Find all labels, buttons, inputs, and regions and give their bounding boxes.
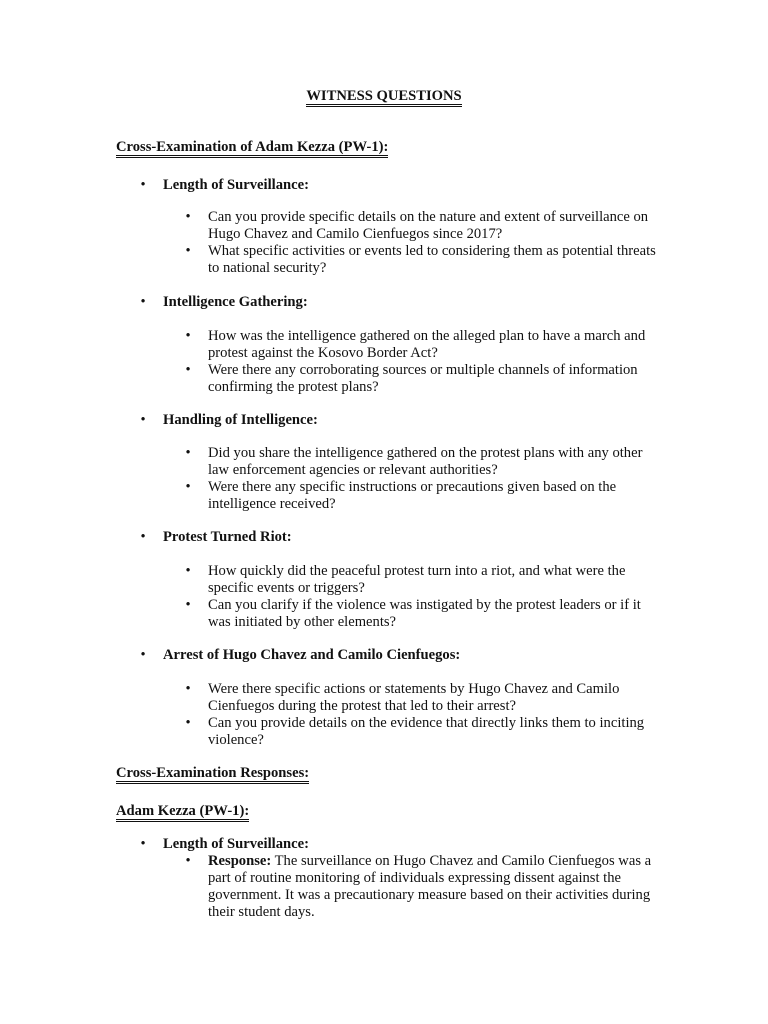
response-list xyxy=(138,853,698,921)
question-item: • Did you share the intelligence gathered on the protest plans with any other law enforcement agencies or relevant authorities? xyxy=(138,445,663,479)
bullet-icon: • xyxy=(140,529,146,545)
bullet-icon: • xyxy=(185,243,191,259)
response-label: Response: xyxy=(208,853,272,869)
bullet-icon: • xyxy=(185,563,191,579)
topic-arrest xyxy=(138,647,698,749)
question-item: • Can you provide details on the evidence that directly links them to inciting violence? xyxy=(138,715,663,749)
response-length-of-surveillance xyxy=(138,836,698,921)
cross-examination-heading: Cross-Examination of Adam Kezza (PW-1): xyxy=(116,139,388,158)
topic-heading: • Length of Surveillance: xyxy=(138,177,698,194)
question-list xyxy=(138,328,698,396)
question-item: • Were there specific actions or statements by Hugo Chavez and Camilo Cienfuegos during the protest that led to their arrest? xyxy=(138,681,663,715)
topic-length-of-surveillance xyxy=(138,177,698,277)
question-item: • What specific activities or events led to considering them as potential threats to national security? xyxy=(138,243,663,277)
responses-heading: Cross-Examination Responses: xyxy=(116,765,309,784)
document-title xyxy=(0,88,768,107)
bullet-icon: • xyxy=(185,597,191,613)
question-item: • Can you provide specific details on the nature and extent of surveillance on Hugo Chavez and Camilo Cienfuegos since 2017? xyxy=(138,209,663,243)
topic-intelligence-gathering xyxy=(138,294,698,396)
witness-heading: Adam Kezza (PW-1): xyxy=(116,803,249,822)
topic-handling-of-intelligence xyxy=(138,412,698,513)
bullet-icon: • xyxy=(140,294,146,310)
topic-heading: • Length of Surveillance: xyxy=(138,836,698,853)
bullet-icon: • xyxy=(185,715,191,731)
bullet-icon: • xyxy=(185,853,191,869)
bullet-icon: • xyxy=(185,328,191,344)
question-list xyxy=(138,563,698,631)
topic-heading: • Protest Turned Riot: xyxy=(138,529,698,546)
bullet-icon: • xyxy=(185,209,191,225)
topic-protest-turned-riot xyxy=(138,529,698,631)
bullet-icon: • xyxy=(140,647,146,663)
bullet-icon: • xyxy=(185,479,191,495)
bullet-icon: • xyxy=(185,681,191,697)
response-text: The surveillance on Hugo Chavez and Camilo Cienfuegos was a part of routine monitoring of individuals expressing dissent against the government. It was a precautionary measure based on their activities during their student days. xyxy=(208,853,652,920)
question-item: • Were there any corroborating sources or multiple channels of information confirming the protest plans? xyxy=(138,362,663,396)
bullet-icon: • xyxy=(185,362,191,378)
question-item: • How was the intelligence gathered on the alleged plan to have a march and protest against the Kosovo Border Act? xyxy=(138,328,663,362)
question-item: • Can you clarify if the violence was instigated by the protest leaders or if it was initiated by other elements? xyxy=(138,597,663,631)
response-item xyxy=(138,853,663,921)
topic-heading: • Arrest of Hugo Chavez and Camilo Cienfuegos: xyxy=(138,647,698,664)
question-list xyxy=(138,209,698,277)
question-list xyxy=(138,681,698,749)
bullet-icon: • xyxy=(140,177,146,193)
bullet-icon: • xyxy=(140,836,146,852)
topic-heading: • Handling of Intelligence: xyxy=(138,412,698,429)
question-item: • Were there any specific instructions or precautions given based on the intelligence received? xyxy=(138,479,663,513)
bullet-icon: • xyxy=(185,445,191,461)
question-list xyxy=(138,445,698,513)
topic-heading: • Intelligence Gathering: xyxy=(138,294,698,311)
bullet-icon: • xyxy=(140,412,146,428)
title-text: WITNESS QUESTIONS xyxy=(306,88,461,107)
question-item: • How quickly did the peaceful protest turn into a riot, and what were the specific events or triggers? xyxy=(138,563,663,597)
